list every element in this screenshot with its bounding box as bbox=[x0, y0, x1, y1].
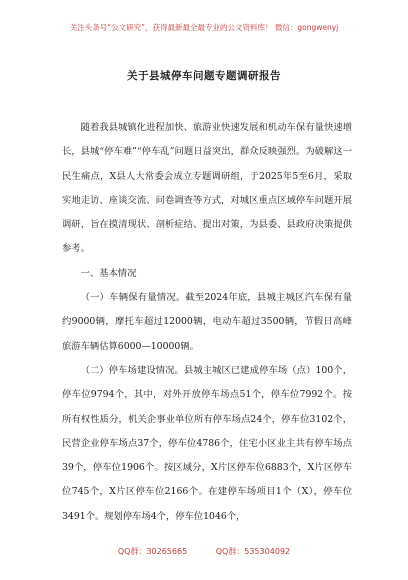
section-heading: 一、基本情况 bbox=[80, 267, 137, 279]
intro-paragraph: 随着我县城镇化进程加快、旅游业快速发展和机动车保有量快速增长，县城“停车难”“停车乱”问题日益突出，群众反映强烈。为破解这一民生痛点，X县人大常委会成立专题调研组，于2025年5至6月，采取实地走访、座谈交流、问卷调查等方式，对城区重点区域停车问题开展调研，旨在摸清现状、剖析症结、提出对策，为县委、县政府决策提供参考。 bbox=[62, 122, 352, 255]
footer-qq-group-1: QQ群：30265665 bbox=[117, 547, 188, 556]
footer-banner bbox=[0, 546, 408, 557]
parking-paragraph: （二）停车场建设情况。县城主城区已建成停车场（点）100个，停车位9794个，其中，对外开放停车场点51个，停车位7992个。按所有权性质分，机关企事业单位所有停车场点24个，停车位3102个，民营企业停车场点37个，停车位4786个，住宅小区业主共有停车场点39个，停车位1906个。按区域分，X片区停车位6883个，X片区停车位745个，X片区停车位2166个。在建停车场项目1个（X），停车位3491个。规划停车场4个，停车位1046个， bbox=[62, 364, 352, 522]
document-title: 关于县城停车问题专题调研报告 bbox=[127, 70, 281, 82]
footer-qq-group-2: QQ群：535304092 bbox=[215, 547, 291, 556]
header-banner: 关注头条号“公文研究”，获得最新最全最专业的公文资料库！ 微信：gongwenyj bbox=[69, 23, 339, 32]
document-body bbox=[62, 116, 352, 529]
vehicle-paragraph: （一）车辆保有量情况。截至2024年底，县城主城区汽车保有量约9000辆，摩托车超过12000辆，电动车超过3500辆，节假日高峰旅游车辆估算6000—10000辆。 bbox=[62, 292, 352, 352]
